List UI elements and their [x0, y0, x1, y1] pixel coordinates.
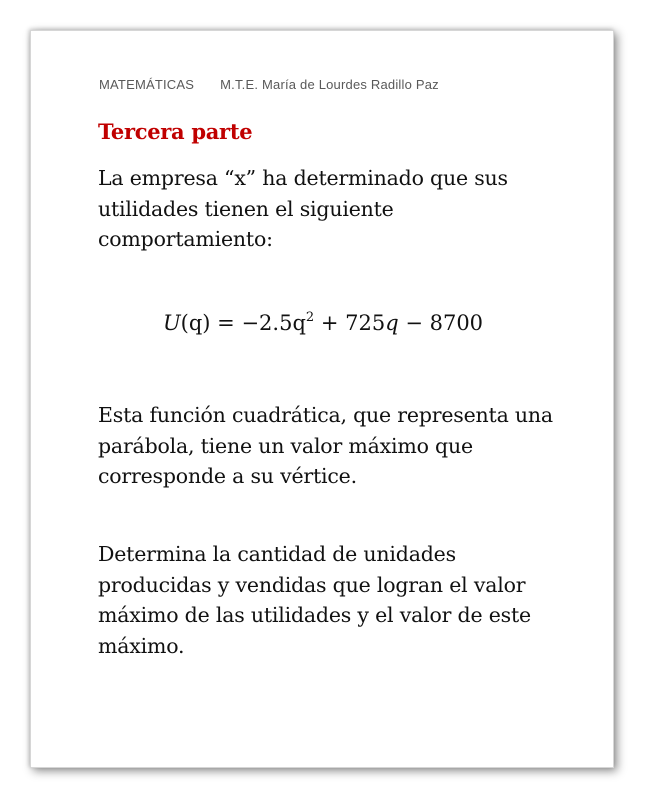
equation-term3: − 8700: [398, 311, 484, 335]
intro-paragraph: La empresa “x” ha determinado que sus utilidades tienen el siguiente comportamiento:: [98, 166, 508, 251]
task-paragraph: Determina la cantidad de unidades producidas y vendidas que logran el valor máximo de las utilidades y el valor de este máximo.: [98, 542, 531, 658]
document-page: [30, 30, 614, 768]
equation-term2-var: q: [385, 311, 399, 335]
header-author: M.T.E. María de Lourdes Radillo Paz: [220, 77, 439, 92]
utility-equation: [31, 311, 615, 335]
equation-equals: =: [210, 311, 242, 335]
equation-term2-coef: + 725: [314, 311, 386, 335]
equation-term1: −2.5q: [241, 311, 306, 335]
equation-function: U: [162, 311, 181, 335]
equation-argument: (q): [180, 311, 211, 335]
equation-exponent: 2: [305, 310, 315, 325]
page-header: [99, 77, 439, 92]
section-title: Tercera parte: [98, 119, 253, 144]
header-subject: MATEMÁTICAS: [99, 77, 195, 92]
explanation-paragraph: Esta función cuadrática, que representa una parábola, tiene un valor máximo que corresponde a su vértice.: [98, 403, 553, 488]
